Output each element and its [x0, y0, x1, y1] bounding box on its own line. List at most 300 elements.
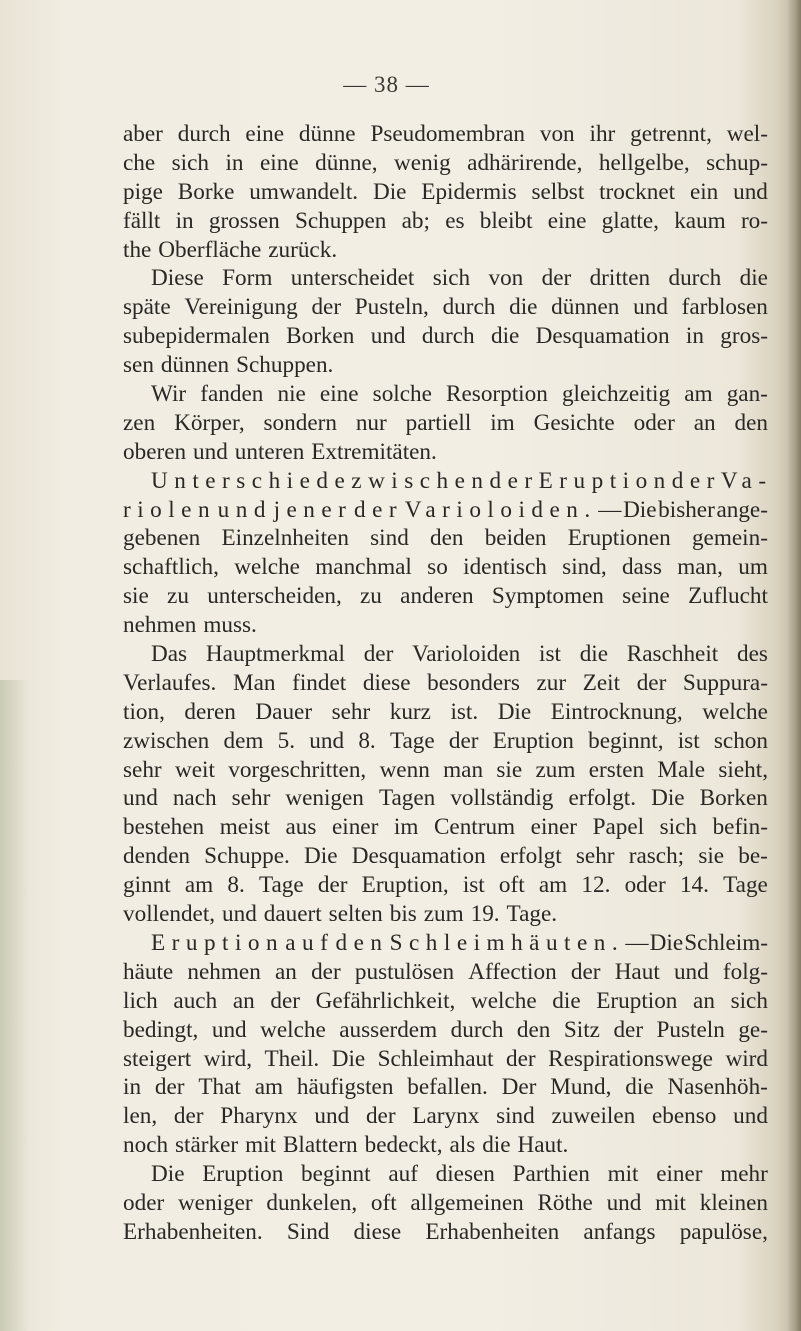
spaced-word: der [671, 467, 721, 494]
word: solche [372, 381, 432, 408]
word: Schuppen [294, 207, 387, 234]
word: Suppura- [682, 669, 768, 696]
word: manchmal [315, 554, 412, 581]
word: auch [173, 987, 218, 1014]
word: dünnen [551, 294, 620, 321]
word: und [606, 1189, 642, 1216]
word: im [393, 814, 419, 841]
word: schon [713, 727, 768, 754]
word: Tage [258, 872, 304, 899]
text-line [123, 149, 768, 178]
spaced-word: der [489, 467, 539, 494]
word: Pusteln [656, 1016, 725, 1043]
word: Mund, [550, 1074, 612, 1101]
word: durch [177, 121, 231, 147]
word: bisher [658, 496, 715, 523]
text-line [123, 553, 768, 582]
spaced-word: Varioloiden. [404, 496, 597, 523]
word: nie [277, 381, 306, 408]
text-line [123, 987, 768, 1016]
word: diese [362, 669, 411, 696]
word: Raschheit [626, 641, 719, 668]
word: 14. [679, 872, 709, 899]
word: papulöse, [679, 1218, 768, 1245]
word: häute [123, 958, 174, 985]
text-line [123, 842, 768, 871]
word: Eruption [596, 987, 678, 1014]
word: That [198, 1074, 241, 1101]
word: bleibt [479, 207, 533, 234]
word: Schuppen. [236, 352, 334, 379]
word: zum [423, 901, 464, 928]
word: Larynx [412, 1103, 480, 1130]
word: selbst [531, 178, 585, 205]
word: Schleim- [684, 929, 768, 956]
text-line [123, 207, 768, 236]
word: besonders [427, 669, 520, 696]
text-line [123, 727, 768, 756]
word: sehr [331, 698, 371, 725]
word: zwischen [123, 727, 210, 754]
word: Die [151, 1161, 185, 1188]
word: Einzelnheiten [221, 525, 349, 552]
word: gleichzeitig [561, 381, 671, 408]
word: bedeckt, [364, 1132, 443, 1159]
word: Schuppe. [204, 843, 290, 870]
word: getrennt, [630, 121, 712, 147]
word: Die [649, 929, 684, 956]
word: 12. [581, 872, 611, 899]
spaced-word: Eruption [538, 467, 672, 494]
word: und [222, 901, 257, 928]
word: man, [677, 554, 723, 581]
word: meist [219, 814, 270, 841]
word: oft [370, 1189, 397, 1216]
word: Parthien [512, 1161, 590, 1188]
word: nehmen [187, 958, 261, 985]
word: einer [656, 1161, 703, 1188]
word: ist. [450, 698, 479, 725]
word: die [552, 987, 581, 1014]
text-line [123, 1218, 768, 1247]
word: Borke [177, 178, 235, 205]
word: Haut [614, 958, 660, 985]
word: Sind [286, 1218, 330, 1245]
spaced-word: auf [285, 929, 335, 956]
word: fanden [200, 381, 264, 408]
text-line [123, 264, 768, 293]
word: nur [355, 409, 387, 436]
word: pige [123, 178, 163, 205]
word: und [211, 1016, 247, 1043]
word: an [693, 987, 715, 1014]
text-line [123, 784, 768, 813]
word: Resorption [446, 381, 548, 408]
word: bis [389, 901, 417, 928]
word: gros- [720, 323, 768, 350]
word: glatte, [601, 207, 659, 234]
word: Sitz [563, 1016, 600, 1043]
word: und [314, 1103, 350, 1130]
spaced-word: Va- [720, 467, 773, 494]
word: Tage. [506, 901, 558, 928]
word: Desquamation [535, 323, 670, 350]
word: oft [498, 872, 525, 899]
word: den [734, 409, 768, 436]
word: so [427, 554, 448, 581]
word: der [363, 641, 394, 668]
word: wenigen [285, 785, 364, 812]
word: Form [222, 265, 273, 292]
word: der [311, 294, 342, 321]
word: eine [260, 149, 299, 176]
word: grossen [208, 207, 280, 234]
word: noch [123, 1132, 169, 1159]
text-line [123, 640, 768, 669]
word: Affection [468, 958, 557, 985]
word: mit [655, 1189, 686, 1216]
word: Pusteln, [354, 294, 429, 321]
word: und [193, 438, 228, 465]
word: zen [123, 409, 156, 436]
word: fällt [123, 207, 161, 234]
word: stärker [175, 1132, 239, 1159]
word: vollendet, [123, 901, 216, 928]
word: die [739, 265, 768, 292]
word: sind, [562, 554, 607, 581]
word: Tage [723, 872, 768, 899]
word: zur [536, 669, 567, 696]
word: Man [232, 669, 276, 696]
word: oder [123, 1189, 165, 1216]
word: der [311, 958, 341, 985]
word: kaum [674, 207, 726, 234]
text-line [123, 1045, 768, 1074]
text-line [123, 1160, 768, 1189]
text-line [123, 467, 773, 496]
text-line [123, 409, 768, 438]
spaced-word: zwischen [351, 467, 490, 494]
word: die [482, 1132, 511, 1159]
word: sind [370, 525, 409, 552]
word: sen [123, 352, 154, 379]
word: Vereinigung [184, 294, 298, 321]
spaced-word: Eruption [151, 929, 285, 956]
word: beginnt [301, 1161, 371, 1188]
word: man [443, 756, 484, 783]
word: len, [123, 1103, 158, 1130]
word: aber [123, 121, 163, 147]
word: des [737, 641, 768, 668]
text-line [123, 236, 768, 265]
word: Die [651, 785, 685, 812]
word: adhärirende, [467, 149, 583, 176]
page-stain [0, 680, 30, 1331]
word: vorgeschritten, [228, 756, 367, 783]
word: Hauptmerkmal [205, 641, 345, 668]
text-line [123, 1189, 768, 1218]
word: rasch; [628, 843, 685, 870]
word: sie [698, 843, 725, 870]
word: findet [292, 669, 347, 696]
word: — [598, 496, 622, 523]
word: in [225, 149, 244, 176]
word: subepidermalen [123, 323, 270, 350]
word: ebenso [652, 1103, 717, 1130]
text-line [123, 929, 768, 958]
word: Die [372, 178, 407, 205]
word: ro- [740, 207, 768, 234]
word: oder [624, 872, 666, 899]
word: che [123, 149, 156, 176]
word: deren [184, 698, 236, 725]
word: Varioloiden [412, 641, 521, 668]
word: sich [432, 265, 471, 292]
word: ist [539, 641, 561, 668]
word: den [430, 525, 464, 552]
word: aus [285, 814, 317, 841]
word: unterscheidet [290, 265, 415, 292]
word: späte [123, 294, 171, 321]
word: dünnen [160, 352, 230, 379]
word: der [570, 958, 601, 985]
word: — [625, 929, 649, 956]
word: Borken [699, 785, 768, 812]
word: eine [319, 381, 359, 408]
word: der [173, 1103, 204, 1130]
word: an [693, 409, 716, 436]
word: Pharynx [220, 1103, 298, 1130]
word: Pseudomembran [370, 121, 525, 147]
word: oder [633, 409, 675, 436]
word: sondern [263, 409, 337, 436]
word: hellgelbe, [598, 149, 690, 176]
word: Die [331, 1045, 366, 1072]
word: sie [496, 756, 523, 783]
word: erfolgt. [568, 785, 637, 812]
word: 5. [277, 727, 296, 754]
word: an [232, 987, 255, 1014]
word: anderen [400, 583, 474, 610]
text-line [123, 322, 768, 351]
word: Diese [151, 265, 204, 292]
text-line [123, 524, 768, 553]
text-line [123, 813, 768, 842]
word: 8. [358, 727, 376, 754]
word: steigert [123, 1045, 192, 1072]
word: Male [657, 756, 706, 783]
word: Blattern [282, 1132, 358, 1159]
word: von [539, 121, 575, 147]
text-line [123, 178, 768, 207]
word: zu [167, 583, 189, 610]
word: und [370, 323, 406, 350]
word: der [154, 1074, 185, 1101]
word: welche [234, 554, 300, 581]
word: Der [501, 1074, 537, 1101]
text-line [123, 1073, 768, 1102]
word: sie [123, 583, 149, 610]
word: ersten [588, 756, 645, 783]
word: unterscheiden, [207, 583, 342, 610]
word: zum [535, 756, 576, 783]
text-line [123, 438, 768, 467]
word: dauert [263, 901, 322, 928]
word: und [633, 294, 668, 321]
word: in [685, 323, 704, 350]
text-line [123, 1131, 768, 1160]
word: am [254, 1074, 284, 1101]
word: Epidermis [421, 178, 517, 205]
page-edge-shadow [787, 0, 801, 1331]
word: Respirationswege [548, 1045, 713, 1072]
word: Erhabenheiten [425, 1218, 560, 1245]
word: trocknet [599, 178, 676, 205]
word: dass [621, 554, 662, 581]
word: the [123, 236, 152, 263]
word: identisch [463, 554, 547, 581]
word: sieht, [718, 756, 768, 783]
word: diese [353, 1218, 402, 1245]
text-line [123, 120, 768, 149]
word: 19. [470, 901, 500, 928]
word: Röthe [537, 1189, 593, 1216]
word: befin- [712, 814, 768, 841]
word: Oberfläche [158, 236, 262, 263]
word: dünne, [315, 149, 378, 176]
word: schaftlich, [123, 554, 219, 581]
word: gebenen [123, 525, 201, 552]
word: in [123, 1074, 142, 1101]
word: und [673, 958, 709, 985]
word: Eruption [492, 727, 574, 754]
word: weit [174, 756, 215, 783]
text-line [123, 351, 768, 380]
page-number: — 38 — [343, 72, 430, 97]
word: sehr [575, 843, 615, 870]
word: Zeit [582, 669, 621, 696]
word: ginnt [123, 872, 171, 899]
word: durch [668, 265, 722, 292]
word: kleinen [699, 1189, 768, 1216]
word: welche [260, 1016, 326, 1043]
word: Theil. [264, 1045, 320, 1072]
word: und [309, 727, 345, 754]
word: Desquamation [351, 843, 486, 870]
word: der [448, 727, 479, 754]
word: eine [547, 207, 587, 234]
word: Verlaufes. [123, 669, 217, 696]
spaced-word: der [354, 496, 404, 523]
word: ange- [716, 496, 768, 523]
word: erfolgt [499, 843, 562, 870]
word: die [579, 641, 609, 668]
word: nach [172, 785, 217, 812]
word: bestehen [123, 814, 205, 841]
word: ein [689, 178, 719, 205]
word: tion, [123, 698, 165, 725]
word: Tagen [378, 785, 436, 812]
word: in [175, 207, 194, 234]
word: wenig [394, 149, 451, 176]
text-line [123, 1016, 768, 1045]
word: dem [223, 727, 264, 754]
word: lich [123, 987, 158, 1014]
word: am [684, 381, 713, 408]
word: am [538, 872, 568, 899]
word: Dauer [255, 698, 313, 725]
text-line [123, 293, 768, 322]
body-text [123, 120, 773, 1247]
word: pustulösen [354, 958, 455, 985]
text-line [123, 496, 768, 525]
text-line [123, 871, 768, 900]
word: mit [607, 1161, 639, 1188]
word: Tage [389, 727, 435, 754]
word: zuweilen [551, 1103, 636, 1130]
word: am [184, 872, 214, 899]
word: folg- [722, 958, 768, 985]
word: zurück. [268, 236, 338, 263]
word: 8. [227, 872, 245, 899]
word: durch [442, 294, 496, 321]
word: be- [738, 843, 768, 870]
word: ist [462, 872, 485, 899]
word: sich [171, 149, 210, 176]
word: welche [702, 698, 768, 725]
word: sich [730, 987, 768, 1014]
word: zu [360, 583, 382, 610]
word: wel- [726, 121, 768, 147]
text-line [123, 380, 768, 409]
word: welche [470, 987, 537, 1014]
word: Symptomen [491, 583, 604, 610]
word: Zuflucht [688, 583, 768, 610]
word: die [625, 1074, 654, 1101]
word: Gefährlichkeit, [315, 987, 456, 1014]
word: oberen [123, 438, 187, 465]
word: beginnt, [588, 727, 664, 754]
word: Wir [151, 381, 187, 408]
word: beiden [484, 525, 547, 552]
word: ist [677, 727, 700, 754]
word: und [123, 785, 158, 812]
spaced-word: den [335, 929, 389, 956]
word: mit [245, 1132, 276, 1159]
word: der [613, 1016, 644, 1043]
word: Eintrocknung, [550, 698, 683, 725]
word: bedingt, [123, 1016, 199, 1043]
word: diesen [435, 1161, 495, 1188]
spaced-word: Schleimhäuten. [389, 929, 625, 956]
word: sind [496, 1103, 535, 1130]
word: von [488, 265, 524, 292]
text-line [123, 1102, 768, 1131]
word: sehr [231, 785, 271, 812]
word: häufigsten [296, 1074, 394, 1101]
word: der [636, 669, 667, 696]
word: mehr [720, 1161, 768, 1188]
word: einer [530, 814, 577, 841]
text-line [123, 669, 768, 698]
word: Nasenhöh- [667, 1074, 768, 1101]
word: ab; [401, 207, 430, 234]
text-line [123, 900, 768, 929]
word: Eruption, [361, 872, 449, 899]
word: Papel [592, 814, 645, 841]
word: Gesichte [533, 409, 615, 436]
word: nehmen [123, 612, 197, 639]
